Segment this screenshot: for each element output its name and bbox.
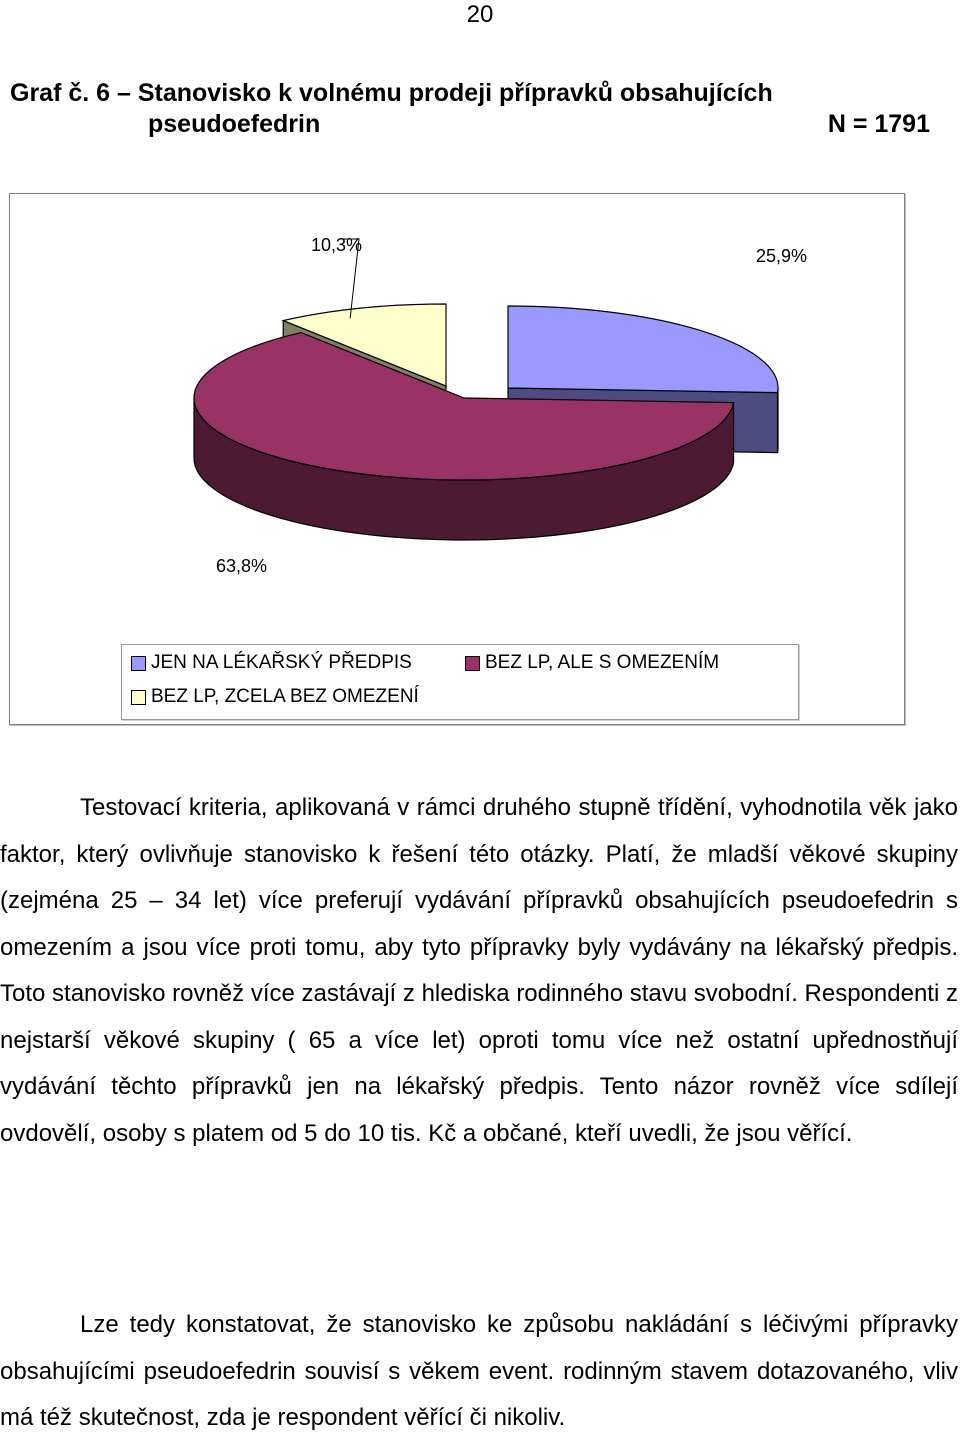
paragraph-2-text: Lze tedy konstatovat, že stanovisko ke způsobu nakládání s léčivými přípravky obsahujícími pseudoefedrin souvisí s věkem event. rodinným stavem dotazovaného, vliv má též skutečnost, zda je respondent věřící či nikoliv.	[0, 1311, 958, 1431]
paragraph-1	[0, 785, 958, 1157]
legend-swatch	[465, 656, 480, 671]
data-label: 63,8%	[216, 556, 267, 576]
page-number: 20	[0, 0, 960, 30]
legend-label: BEZ LP, ALE S OMEZENÍM	[485, 651, 719, 675]
paragraph-1-text: Testovací kriteria, aplikovaná v rámci druhého stupně třídění, vyhodnotila věk jako faktor, který ovlivňuje stanovisko k řešení této otázky. Platí, že mladší věkové skupiny (zejména 25 – 34 let) více preferují vydávání přípravků obsahujících pseudoefedrin s omezením a jsou více proti tomu, aby tyto přípravky byly vydávány na lékařský předpis. Toto stanovisko rovněž více zastávají z hlediska rodinného stavu svobodní. Respondenti z nejstarší věkové skupiny ( 65 a více let) oproti tomu více než ostatní upřednostňují vydávání těchto přípravků jen na lékařský předpis. Tento názor rovněž více sdílejí ovdovělí, osoby s platem od 5 do 10 tis. Kč a občané, kteří uvedli, že jsou věřící.	[0, 794, 958, 1147]
pie-slice	[508, 306, 778, 393]
caption-line-1: Graf č. 6 – Stanovisko k volnému prodeji přípravků obsahujících	[10, 78, 930, 109]
data-label: 25,9%	[756, 246, 807, 266]
paragraph-2	[0, 1302, 958, 1442]
legend-item-bez-lp-zcela-bez-omezeni	[131, 685, 419, 709]
data-label: 10,3%	[311, 235, 362, 255]
legend-swatch	[131, 690, 146, 705]
legend-item-jen-na-lekarsky-predpis	[131, 651, 412, 675]
chart-area	[9, 193, 905, 725]
chart-caption	[10, 78, 930, 140]
sample-size: N = 1791	[828, 109, 930, 140]
legend-item-bez-lp-ale-s-omezenim	[465, 651, 719, 675]
legend-label: JEN NA LÉKAŘSKÝ PŘEDPIS	[151, 651, 412, 675]
caption-line-2: pseudoefedrin	[148, 109, 320, 140]
legend	[121, 644, 799, 720]
legend-label: BEZ LP, ZCELA BEZ OMEZENÍ	[151, 685, 419, 709]
legend-swatch	[131, 656, 146, 671]
